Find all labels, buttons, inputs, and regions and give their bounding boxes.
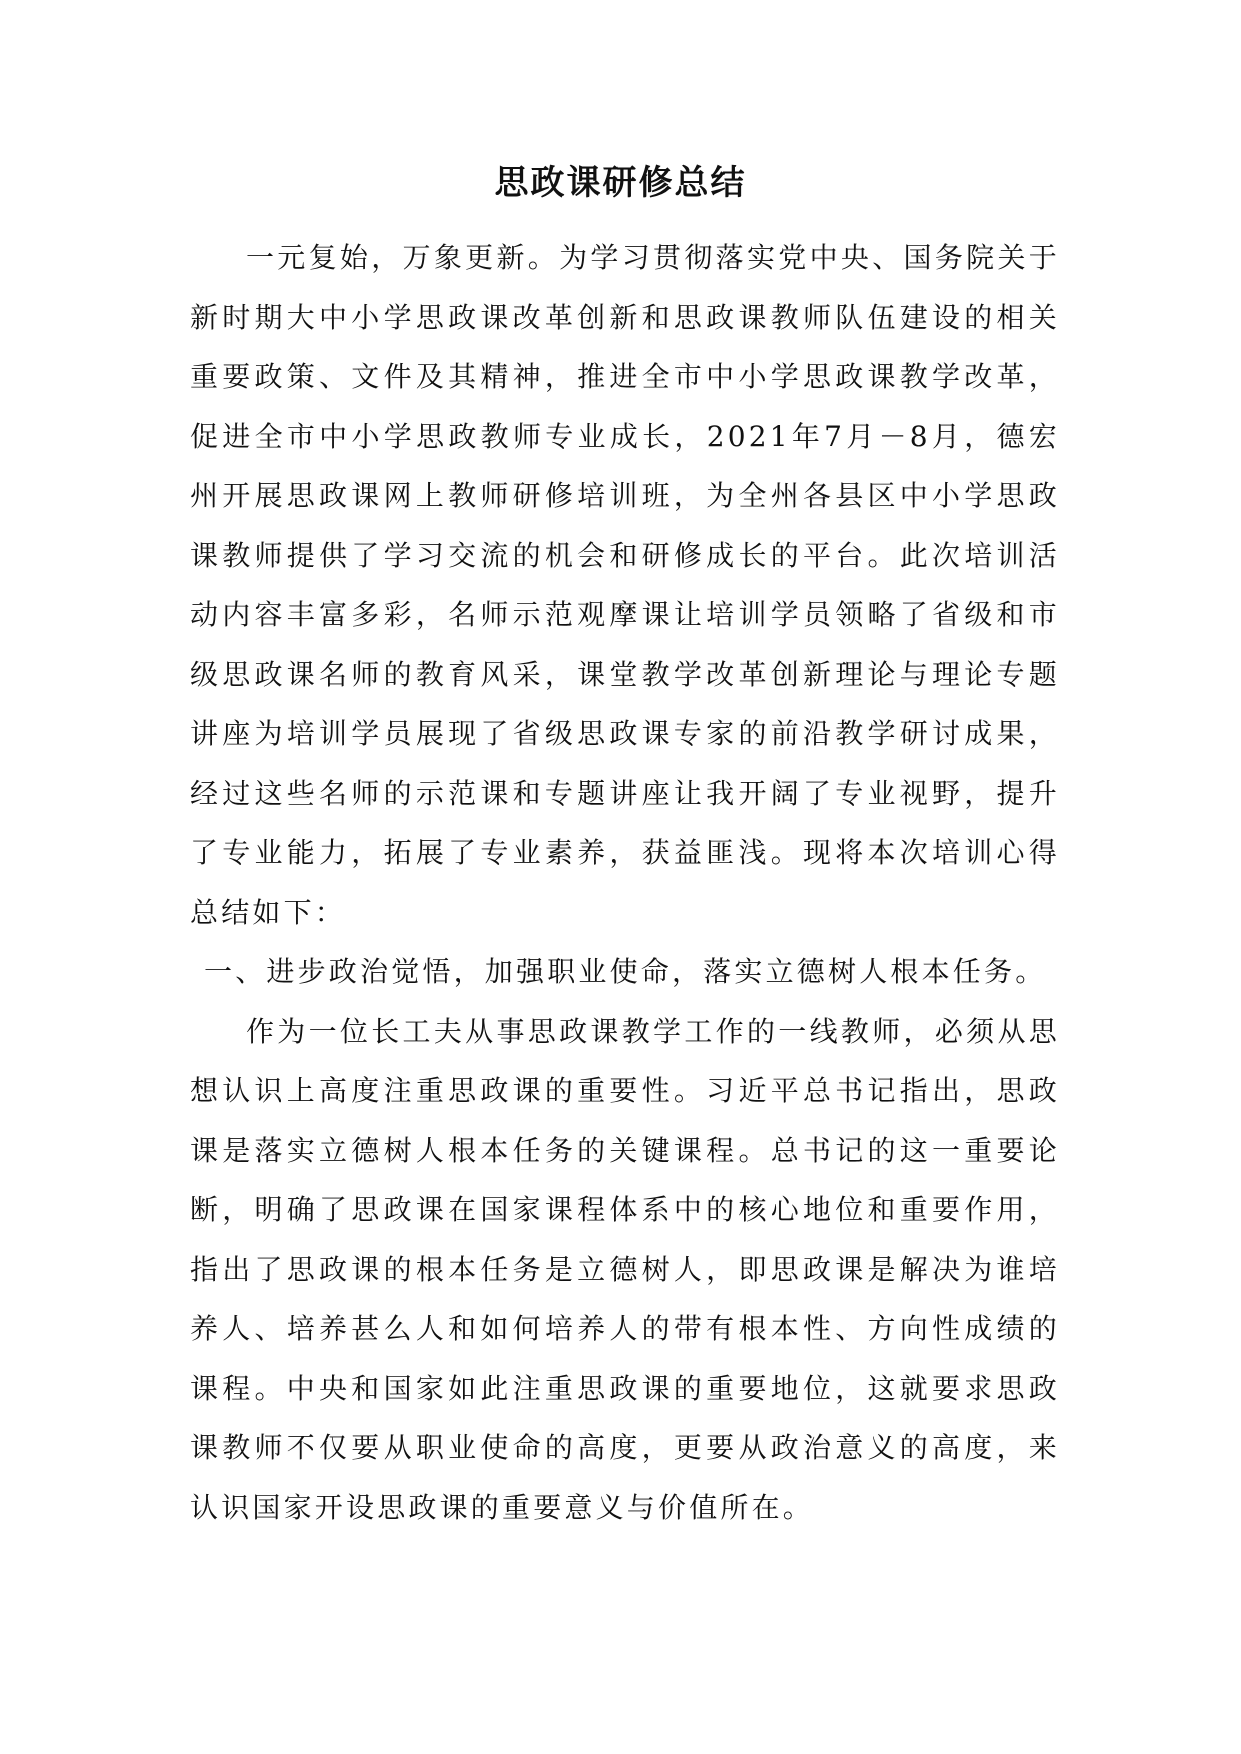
document-body (190, 228, 1060, 1537)
body-paragraph: 作为一位长工夫从事思政课教学工作的一线教师，必须从思想认识上高度注重思政课的重要性。习近平总书记指出，思政课是落实立德树人根本任务的关键课程。总书记的这一重要论断，明确了思政课在国家课程体系中的核心地位和重要作用，指出了思政课的根本任务是立德树人，即思政课是解决为谁培养人、培养甚么人和如何培养人的带有根本性、方向性成绩的课程。中央和国家如此注重思政课的重要地位，这就要求思政课教师不仅要从职业使命的高度，更要从政治意义的高度，来认识国家开设思政课的重要意义与价值所在。 (190, 1014, 1060, 1524)
document-title: 思政课研修总结 (494, 163, 747, 203)
intro-paragraph: 一元复始，万象更新。为学习贯彻落实党中央、国务院关于新时期大中小学思政课改革创新和思政课教师队伍建设的相关重要政策、文件及其精神，推进全市中小学思政课教学改革，促进全市中小学思政教师专业成长，2021年7月－8月，德宏州开展思政课网上教师研修培训班，为全州各县区中小学思政课教师提供了学习交流的机会和研修成长的平台。此次培训活动内容丰富多彩，名师示范观摩课让培训学员领略了省级和市级思政课名师的教育风采，课堂教学改革创新理论与理论专题讲座为培训学员展现了省级思政课专家的前沿教学研讨成果，经过这些名师的示范课和专题讲座让我开阔了专业视野，提升了专业能力，拓展了专业素养，获益匪浅。现将本次培训心得总结如下： (190, 241, 1060, 929)
section-heading: 一、进步政治觉悟，加强职业使命，落实立德树人根本任务。 (204, 955, 1047, 988)
